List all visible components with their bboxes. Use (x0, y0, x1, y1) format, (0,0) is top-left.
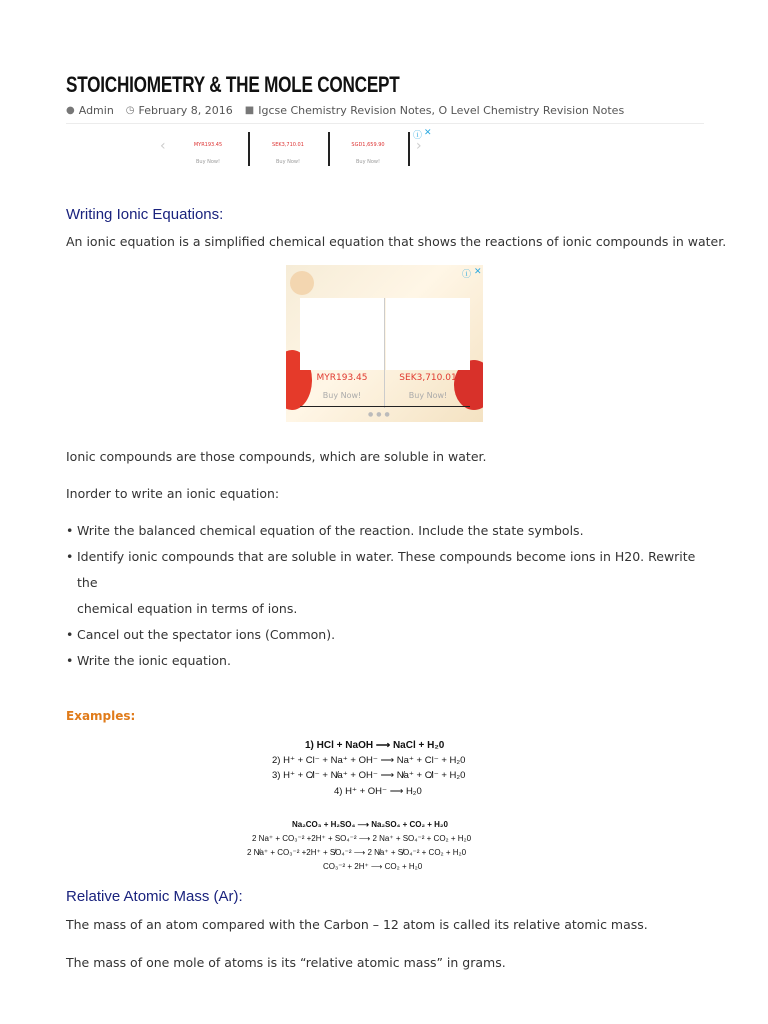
folder-icon: ■ (244, 105, 255, 116)
post-date: February 8, 2016 (138, 104, 233, 117)
close-icon[interactable]: ✕ (474, 267, 482, 277)
author-link[interactable]: Admin (78, 104, 114, 117)
ad-buy-label[interactable]: Buy Now! (408, 391, 448, 400)
examples-label: Examples: (66, 709, 136, 723)
category-links[interactable]: Igcse Chemistry Revision Notes, O Level Chemistry Revision Notes (258, 104, 625, 117)
paragraph: The mass of one mole of atoms is its “relative atomic mass” in grams. (66, 955, 506, 970)
section-heading-relative-atomic-mass: Relative Atomic Mass (Ar): (66, 888, 243, 905)
ad-price: SEK3,710.01 (272, 142, 304, 148)
adchoices-icon[interactable]: ⓘ (413, 131, 423, 141)
equation-line: 4) H⁺ + OH⁻ ⟶ H₂0 (334, 786, 422, 797)
equation-line: Na₂CO₃ + H₂SO₄ ⟶ Na₂SO₄ + CO₂ + H₂0 (292, 820, 448, 829)
ad-product[interactable] (248, 132, 330, 166)
ad-buy-label: Buy Now! (275, 159, 301, 165)
ad-banner-small[interactable] (160, 128, 432, 168)
equation-line: 2) H⁺ + Cl⁻ + Na⁺ + OH⁻ ⟶ Na⁺ + Cl⁻ + H₂0 (272, 755, 466, 766)
steps-list (66, 518, 706, 674)
chevron-right-icon[interactable]: › (416, 138, 422, 154)
equation-line: 1) HCl + NaOH ⟶ NaCl + H₂0 (305, 740, 445, 751)
clock-icon: ◷ (125, 105, 135, 116)
list-item: • Cancel out the spectator ions (Common). (66, 627, 336, 642)
ad-buy-label[interactable]: Buy Now! (322, 391, 362, 400)
chevron-left-icon[interactable]: ‹ (160, 138, 166, 154)
ad-buy-label: Buy Now! (195, 159, 221, 165)
divider (66, 123, 704, 124)
equation-line: 2 Na⁺ + CO₃⁻² +2H⁺ + SO₄⁻² ⟶ 2 Na⁺ + SO₄⁻² + CO₂ + H₂0 (252, 834, 472, 843)
page-title: STOICHIOMETRY & THE MOLE CONCEPT (66, 72, 400, 97)
equation-line: 2 N̸a⁺ + CO₃⁻² +2H⁺ + S̸O₄⁻² ⟶ 2 N̸a⁺ + S̸O₄⁻² + CO₂ + H₂0 (247, 848, 467, 857)
ad-product[interactable] (168, 132, 250, 166)
equation-line: 3) H⁺ + C̸l⁻ + N̸a⁺ + OH⁻ ⟶ N̸a⁺ + C̸l⁻ + H₂0 (272, 770, 466, 781)
list-item: • Write the ionic equation. (66, 653, 231, 668)
paragraph: An ionic equation is a simplified chemical equation that shows the reactions of ionic compounds in water. (66, 234, 727, 249)
close-icon[interactable]: ✕ (424, 128, 432, 138)
user-icon: ● (66, 105, 75, 116)
post-meta (66, 104, 624, 117)
equation-line: CO₃⁻² + 2H⁺ ⟶ CO₂ + H₂0 (323, 862, 423, 871)
section-heading-ionic-equations: Writing Ionic Equations: (66, 206, 224, 223)
ad-buy-label: Buy Now! (355, 159, 381, 165)
ad-price: SGD1,659.90 (351, 142, 385, 148)
list-item-continuation: chemical equation in terms of ions. (77, 601, 298, 616)
ad-product-image[interactable] (386, 298, 470, 370)
list-item: • Identify ionic compounds that are soluble in water. These compounds become ions in H20. Rewrite the (66, 549, 696, 590)
list-item: • Write the balanced chemical equation of the reaction. Include the state symbols. (66, 523, 584, 538)
ad-banner-large[interactable] (286, 265, 483, 422)
ad-price: MYR193.45 (193, 142, 223, 148)
ad-price: MYR193.45 (316, 373, 368, 383)
ad-price: SEK3,710.01 (399, 373, 457, 383)
carousel-dots[interactable]: ●●● (368, 411, 393, 418)
adchoices-icon[interactable]: ⓘ (462, 270, 472, 280)
paragraph: The mass of an atom compared with the Carbon – 12 atom is called its relative atomic mass. (66, 917, 648, 932)
ad-product-image[interactable] (300, 298, 384, 370)
paragraph: Ionic compounds are those compounds, which are soluble in water. (66, 449, 487, 464)
ad-product[interactable] (328, 132, 410, 166)
paragraph: Inorder to write an ionic equation: (66, 486, 280, 501)
